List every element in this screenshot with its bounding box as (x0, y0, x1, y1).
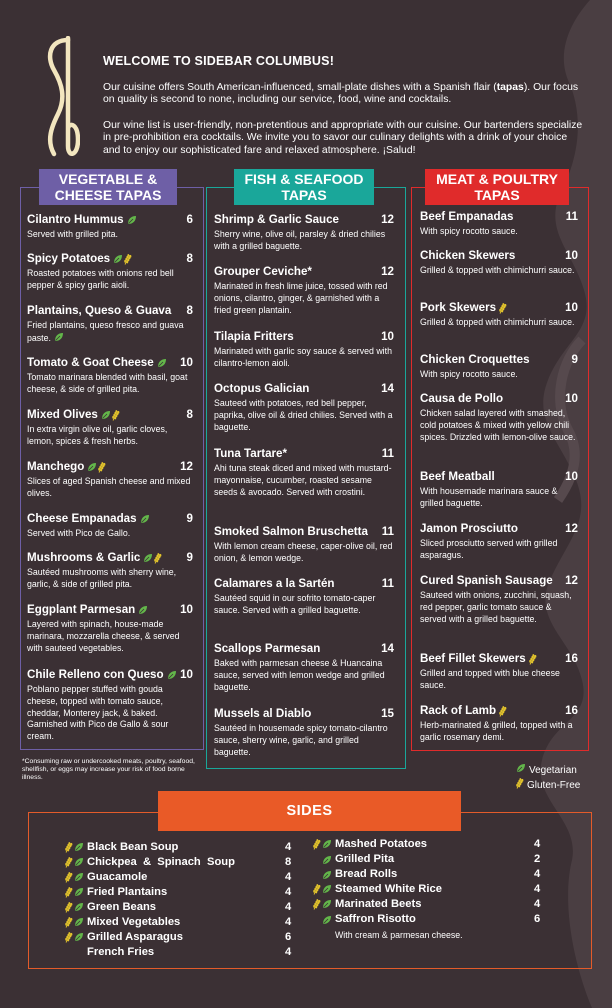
menu-item (27, 603, 193, 654)
menu-item-header (27, 304, 193, 318)
menu-item-description: Ahi tuna steak diced and mixed with mustard-mayonnaise, cucumber, roasted sesame seeds & avocado. Served with crostini. (214, 463, 392, 497)
menu-item-name: Manchego (27, 460, 85, 473)
menu-item-price: 11 (565, 210, 578, 223)
menu-item (214, 330, 394, 370)
side-item (304, 897, 421, 912)
menu-item-price: 12 (565, 522, 578, 535)
menu-item-description: Sautéed in housemade spicy tomato-cilantro sauce, sherry wine, garlic, and grilled baguette. (214, 723, 388, 757)
leaf-icon (74, 887, 84, 897)
menu-item-description: Slices of aged Spanish cheese and mixed olives. (27, 476, 191, 498)
side-item-price: 8 (285, 856, 292, 868)
intro (103, 55, 583, 171)
side-item-name: Grilled Asparagus (87, 931, 183, 943)
side-item (304, 882, 442, 897)
side-item-price: 2 (534, 853, 541, 865)
dietary-icons (304, 899, 332, 910)
menu-item-name: Calamares a la Sartén (214, 577, 335, 590)
side-item-name: French Fries (87, 946, 155, 958)
side-item-price: 4 (534, 883, 541, 895)
side-item (304, 837, 427, 852)
menu-item-price: 9 (186, 551, 193, 564)
dietary-icons (87, 462, 106, 473)
menu-item (214, 213, 394, 253)
menu-item-name: Spicy Potatoes (27, 252, 111, 265)
menu-item-name: Mussels al Diablo (214, 707, 312, 720)
side-item-name: Marinated Beets (335, 898, 422, 910)
menu-item (27, 356, 193, 396)
dietary-icons (157, 358, 167, 368)
leaf-icon (167, 670, 177, 680)
side-item (56, 930, 183, 945)
legend-gluten-free: Gluten-Free (516, 778, 580, 794)
leaf-icon (138, 605, 148, 615)
menu-item (214, 382, 394, 433)
menu-item-price: 16 (565, 652, 578, 665)
leaf-icon (322, 839, 332, 849)
menu-item-price: 10 (180, 356, 193, 369)
side-item (304, 852, 394, 867)
menu-item-description: Sautéed mushrooms with sherry wine, garlic, & side of grilled pita. (27, 567, 177, 589)
side-item-name: Green Beans (87, 901, 157, 913)
menu-item-name: Beef Empanadas (420, 210, 514, 223)
menu-item-header (27, 252, 193, 266)
side-item (304, 912, 416, 927)
dietary-icons (304, 870, 332, 880)
menu-item-price: 12 (381, 265, 394, 278)
dietary-icons (127, 215, 137, 225)
dietary-icons (304, 855, 332, 865)
menu-item-name: Jamon Prosciutto (420, 522, 518, 535)
menu-item-header (420, 353, 578, 367)
menu-item-name: Mushrooms & Garlic (27, 551, 141, 564)
menu-item-description: Sautéed squid in our sofrito tomato-caper sauce. Served with a grilled baguette. (214, 593, 376, 615)
menu-item-description: Marinated in fresh lime juice, tossed with red onions, cilantro, ginger, & garnished with a fried green plantain. (214, 281, 388, 315)
leaf-icon (74, 932, 84, 942)
side-item-name: Saffron Risotto (335, 913, 416, 925)
side-item-price: 4 (534, 868, 541, 880)
menu-item-price: 11 (381, 525, 394, 538)
menu-item-price: 9 (571, 353, 578, 366)
menu-item (214, 577, 394, 617)
meat-column-header: MEAT & POULTRY TAPAS (425, 169, 569, 205)
leaf-icon (127, 215, 137, 225)
menu-item-header (27, 551, 193, 565)
wheat-icon (313, 884, 321, 895)
intro-paragraph-2: Our wine list is user-friendly, non-pretentious and appropriate with our cuisine. Our bartenders specialize in pre-prohibition era cocktails. We invite you to savor our culinary delights with a drink of your choice and to enjoy our sophisticated fare and relaxed atmosphere. ¡Salud! (103, 119, 583, 156)
menu-item-price: 10 (565, 470, 578, 483)
wheat-icon (499, 303, 507, 314)
wheat-icon (124, 254, 132, 265)
leaf-icon (74, 917, 84, 927)
menu-item-price: 10 (565, 249, 578, 262)
menu-item-description: Grilled & topped with chimichurri sauce. (420, 265, 575, 275)
menu-item-header (420, 652, 578, 666)
menu-item-description: Sauteed with potatoes, red bell pepper, paprika, olive oil & dried chilies. Served with a baguette. (214, 398, 393, 432)
menu-item-header (420, 392, 578, 406)
leaf-icon (143, 553, 153, 563)
menu-item (214, 265, 394, 316)
menu-item-header (214, 213, 394, 227)
wheat-icon (65, 872, 73, 883)
menu-item-name: Scallops Parmesan (214, 642, 321, 655)
menu-item-header (420, 704, 578, 718)
wheat-icon (65, 857, 73, 868)
menu-item-name: Grouper Ceviche* (214, 265, 312, 278)
menu-item-header (420, 210, 578, 224)
menu-item-price: 14 (381, 382, 394, 395)
menu-item-price: 8 (186, 304, 193, 317)
menu-item (214, 525, 394, 565)
leaf-icon (74, 872, 84, 882)
wheat-icon (529, 654, 537, 665)
menu-item-name: Mixed Olives (27, 408, 98, 421)
menu-item-header (27, 213, 193, 227)
menu-item-price: 10 (381, 330, 394, 343)
meat-column (420, 210, 578, 750)
side-item-price: 6 (285, 931, 292, 943)
menu-item-description: With spicy rocotto sauce. (420, 369, 518, 379)
side-item-price: 4 (285, 901, 292, 913)
menu-item-header (420, 249, 578, 263)
menu-item-description: With housemade marinara sauce & grilled baguette. (420, 486, 558, 508)
menu-item-name: Smoked Salmon Bruschetta (214, 525, 368, 538)
menu-item-price: 10 (565, 392, 578, 405)
dietary-icons (143, 553, 162, 564)
menu-item (27, 408, 193, 448)
menu-item-price: 16 (565, 704, 578, 717)
leaf-icon (322, 915, 332, 925)
wheat-icon (313, 899, 321, 910)
menu-item-header (214, 265, 394, 279)
menu-item-description: Baked with parmesan cheese & Huancaina sauce, served with lemon wedge and grilled baguette. (214, 658, 385, 692)
menu-item-name: Tuna Tartare* (214, 447, 288, 460)
leaf-icon (322, 855, 332, 865)
wheat-icon (112, 410, 120, 421)
menu-item-header (214, 382, 394, 396)
side-item-name: Grilled Pita (335, 853, 395, 865)
menu-item (420, 392, 578, 443)
menu-item-description: Herb-marinated & grilled, topped with a garlic rosemary demi. (420, 720, 573, 742)
menu-item (420, 210, 578, 238)
wheat-icon (154, 553, 162, 564)
menu-item (27, 304, 193, 345)
veg-column-header: VEGETABLE & CHEESE TAPAS (39, 169, 177, 205)
dietary-icons (499, 706, 507, 717)
menu-item-header (214, 330, 394, 344)
menu-item-description: Served with Pico de Gallo. (27, 528, 131, 538)
menu-item-header (27, 603, 193, 617)
side-item (56, 840, 178, 855)
leaf-icon (322, 899, 332, 909)
menu-item (27, 213, 193, 241)
menu-item-header (420, 301, 578, 315)
side-item-price: 6 (534, 913, 541, 925)
dietary-icons (56, 887, 84, 898)
wheat-icon (65, 932, 73, 943)
dietary-icons (56, 857, 84, 868)
menu-item (214, 707, 394, 758)
menu-item-name: Chicken Croquettes (420, 353, 530, 366)
side-item-name: Mixed Vegetables (87, 916, 181, 928)
menu-item-name: Causa de Pollo (420, 392, 504, 405)
leaf-icon (516, 763, 526, 773)
side-item-name: Steamed White Rice (335, 883, 442, 895)
menu-item (27, 551, 193, 591)
menu-item-description: With lemon cream cheese, caper-olive oil, red onion, & lemon wedge. (214, 541, 393, 563)
leaf-icon (157, 358, 167, 368)
menu-item (420, 522, 578, 562)
leaf-icon (101, 410, 111, 420)
menu-item-name: Tomato & Goat Cheese (27, 356, 154, 369)
dietary-icons (304, 915, 332, 925)
dietary-icons (113, 254, 132, 265)
menu-item-description: With spicy rocotto sauce. (420, 226, 518, 236)
menu-item-name: Tilapia Fritters (214, 330, 294, 343)
side-item-price: 4 (285, 841, 292, 853)
wheat-icon (313, 839, 321, 850)
dietary-icons (304, 839, 332, 850)
logo (40, 36, 80, 160)
side-item-note: With cream & parmesan cheese. (335, 930, 463, 940)
side-item-price: 4 (285, 916, 292, 928)
side-item-name: Fried Plantains (87, 886, 168, 898)
menu-item-name: Pork Skewers (420, 301, 497, 314)
dietary-icons (56, 872, 84, 883)
menu-item-name: Chicken Skewers (420, 249, 516, 262)
menu-item-header (214, 447, 394, 461)
menu-item-header (214, 642, 394, 656)
dietary-icons (167, 670, 177, 680)
menu-item-description: Served with grilled pita. (27, 229, 118, 239)
menu-item-price: 12 (565, 574, 578, 587)
menu-item-price: 10 (180, 603, 193, 616)
leaf-icon (140, 514, 150, 524)
icon-legend (516, 763, 580, 794)
menu-item-price: 10 (565, 301, 578, 314)
menu-item-description: Sliced prosciutto served with grilled asparagus. (420, 538, 558, 560)
menu-item-name: Cheese Empanadas (27, 512, 137, 525)
dietary-icons (101, 410, 120, 421)
menu-item-description: Layered with spinach, house-made marinara, mozzarella cheese, & served with sauteed vegetables. (27, 619, 180, 653)
menu-item-description: Grilled & topped with chimichurri sauce. (420, 317, 575, 327)
side-item (56, 885, 167, 900)
dietary-icons (56, 932, 84, 943)
menu-item-price: 14 (381, 642, 394, 655)
menu-item-description: Sauteed with onions, zucchini, squash, red pepper, garlic tomato sauce & served with a grilled baguette. (420, 590, 572, 624)
side-item (56, 945, 154, 960)
fish-column (214, 213, 394, 763)
intro-paragraph-1: Our cuisine offers South American-influenced, small-plate dishes with a Spanish flair (tapas). Our focus on quality is second to none, including our service, food, wine and cocktails. (103, 81, 579, 106)
menu-item (214, 447, 394, 498)
side-item-name: Bread Rolls (335, 868, 398, 880)
menu-item (420, 301, 578, 329)
wheat-icon (516, 778, 524, 789)
leaf-icon (54, 332, 64, 342)
fish-column-header: FISH & SEAFOOD TAPAS (234, 169, 374, 205)
dietary-icons (56, 902, 84, 913)
side-item-price: 4 (534, 898, 541, 910)
menu-item-description: Poblano pepper stuffed with gouda cheese, topped with tomato sauce, cheddar, Monterey jack, & baked. Garnished with Pico de Gallo & sour cream. (27, 684, 169, 742)
menu-item-description: Fried plantains, queso fresco and guava paste. (27, 320, 184, 343)
menu-item-name: Eggplant Parmesan (27, 603, 136, 616)
menu-item-name: Octopus Galician (214, 382, 310, 395)
menu-item-price: 11 (381, 577, 394, 590)
menu-item (420, 704, 578, 744)
menu-item (420, 353, 578, 381)
veg-column (27, 213, 193, 753)
leaf-icon (87, 462, 97, 472)
menu-item (420, 574, 578, 625)
menu-item-header (214, 577, 394, 591)
menu-item-name: Rack of Lamb (420, 704, 497, 717)
menu-item-price: 9 (186, 512, 193, 525)
side-item-name: Chickpea & Spinach Soup (87, 856, 235, 868)
menu-item (420, 470, 578, 510)
menu-item-header (27, 460, 193, 474)
side-item-price: 4 (285, 886, 292, 898)
leaf-icon (74, 857, 84, 867)
menu-item-description: Grilled and topped with blue cheese sauce. (420, 668, 560, 690)
dietary-icons (499, 303, 507, 314)
side-item (56, 915, 180, 930)
menu-item-header (214, 707, 394, 721)
wheat-icon (98, 462, 106, 473)
menu-item-header (27, 356, 193, 370)
menu-item (420, 652, 578, 692)
menu-item-price: 8 (186, 408, 193, 421)
menu-item (27, 460, 193, 500)
leaf-icon (74, 902, 84, 912)
wheat-icon (65, 842, 73, 853)
dietary-icons (56, 917, 84, 928)
menu-item-name: Cilantro Hummus (27, 213, 124, 226)
dietary-icons (529, 654, 537, 665)
side-item-name: Guacamole (87, 871, 148, 883)
welcome-title: WELCOME TO SIDEBAR COLUMBUS! (103, 54, 335, 68)
wheat-icon (65, 917, 73, 928)
menu-item-header (214, 525, 394, 539)
dietary-icons (140, 514, 150, 524)
side-item-name: Mashed Potatoes (335, 838, 428, 850)
menu-item-description: Sherry wine, olive oil, parsley & dried chilies with a grilled baguette. (214, 229, 386, 251)
wheat-icon (499, 706, 507, 717)
menu-item-name: Cured Spanish Sausage (420, 574, 553, 587)
menu-item-description: Marinated with garlic soy sauce & served with cilantro-lemon aioli. (214, 346, 392, 368)
menu-item (27, 252, 193, 292)
menu-item-description: Tomato marinara blended with basil, goat cheese, & side of grilled pita. (27, 372, 188, 394)
menu-item (214, 642, 394, 693)
side-item (56, 900, 156, 915)
legend-vegetarian: Vegetarian (516, 763, 580, 778)
menu-item-price: 6 (186, 213, 193, 226)
side-item (304, 867, 397, 882)
dietary-icons (304, 884, 332, 895)
wheat-icon (65, 902, 73, 913)
menu-item-name: Shrimp & Garlic Sauce (214, 213, 340, 226)
menu-item (27, 668, 193, 743)
sides-header: SIDES (158, 791, 461, 831)
dietary-icons (56, 842, 84, 853)
menu-item-description: Roasted potatoes with onions red bell pepper & spicy garlic aioli. (27, 268, 174, 290)
leaf-icon (322, 870, 332, 880)
raw-food-footnote: *Consuming raw or undercooked meats, poultry, seafood, shellfish, or eggs may increase your risk of food borne illness. (22, 758, 195, 781)
menu-item-price: 12 (180, 460, 193, 473)
menu-item-header (420, 470, 578, 484)
menu-item-price: 12 (381, 213, 394, 226)
side-item-price: 4 (534, 838, 541, 850)
menu-item-description: In extra virgin olive oil, garlic cloves, lemon, spices & fresh herbs. (27, 424, 168, 446)
menu-item-price: 11 (381, 447, 394, 460)
menu-item-description: Chicken salad layered with smashed, cold potatoes & mixed with yellow chili spices. Drizzled with lemon-olive sauce. (420, 408, 576, 442)
leaf-icon (74, 842, 84, 852)
menu-item (420, 249, 578, 277)
menu-item-price: 8 (186, 252, 193, 265)
menu-item-header (27, 668, 193, 682)
menu-item (27, 512, 193, 540)
dietary-icons (138, 605, 148, 615)
menu-item-header (420, 522, 578, 536)
menu-item-name: Beef Fillet Skewers (420, 652, 526, 665)
side-item-name: Black Bean Soup (87, 841, 179, 853)
menu-item-name: Chile Relleno con Queso (27, 668, 164, 681)
menu-item-header (27, 408, 193, 422)
menu-item-header (420, 574, 578, 588)
leaf-icon (322, 884, 332, 894)
leaf-icon (113, 254, 123, 264)
side-item (56, 870, 147, 885)
side-item (56, 855, 235, 870)
menu-item-price: 10 (180, 668, 193, 681)
menu-item-name: Plantains, Queso & Guava (27, 304, 172, 317)
menu-item-header (27, 512, 193, 526)
menu-item-name: Beef Meatball (420, 470, 495, 483)
menu-item-price: 15 (381, 707, 394, 720)
wheat-icon (65, 887, 73, 898)
side-item-price: 4 (285, 946, 292, 958)
side-item-price: 4 (285, 871, 292, 883)
